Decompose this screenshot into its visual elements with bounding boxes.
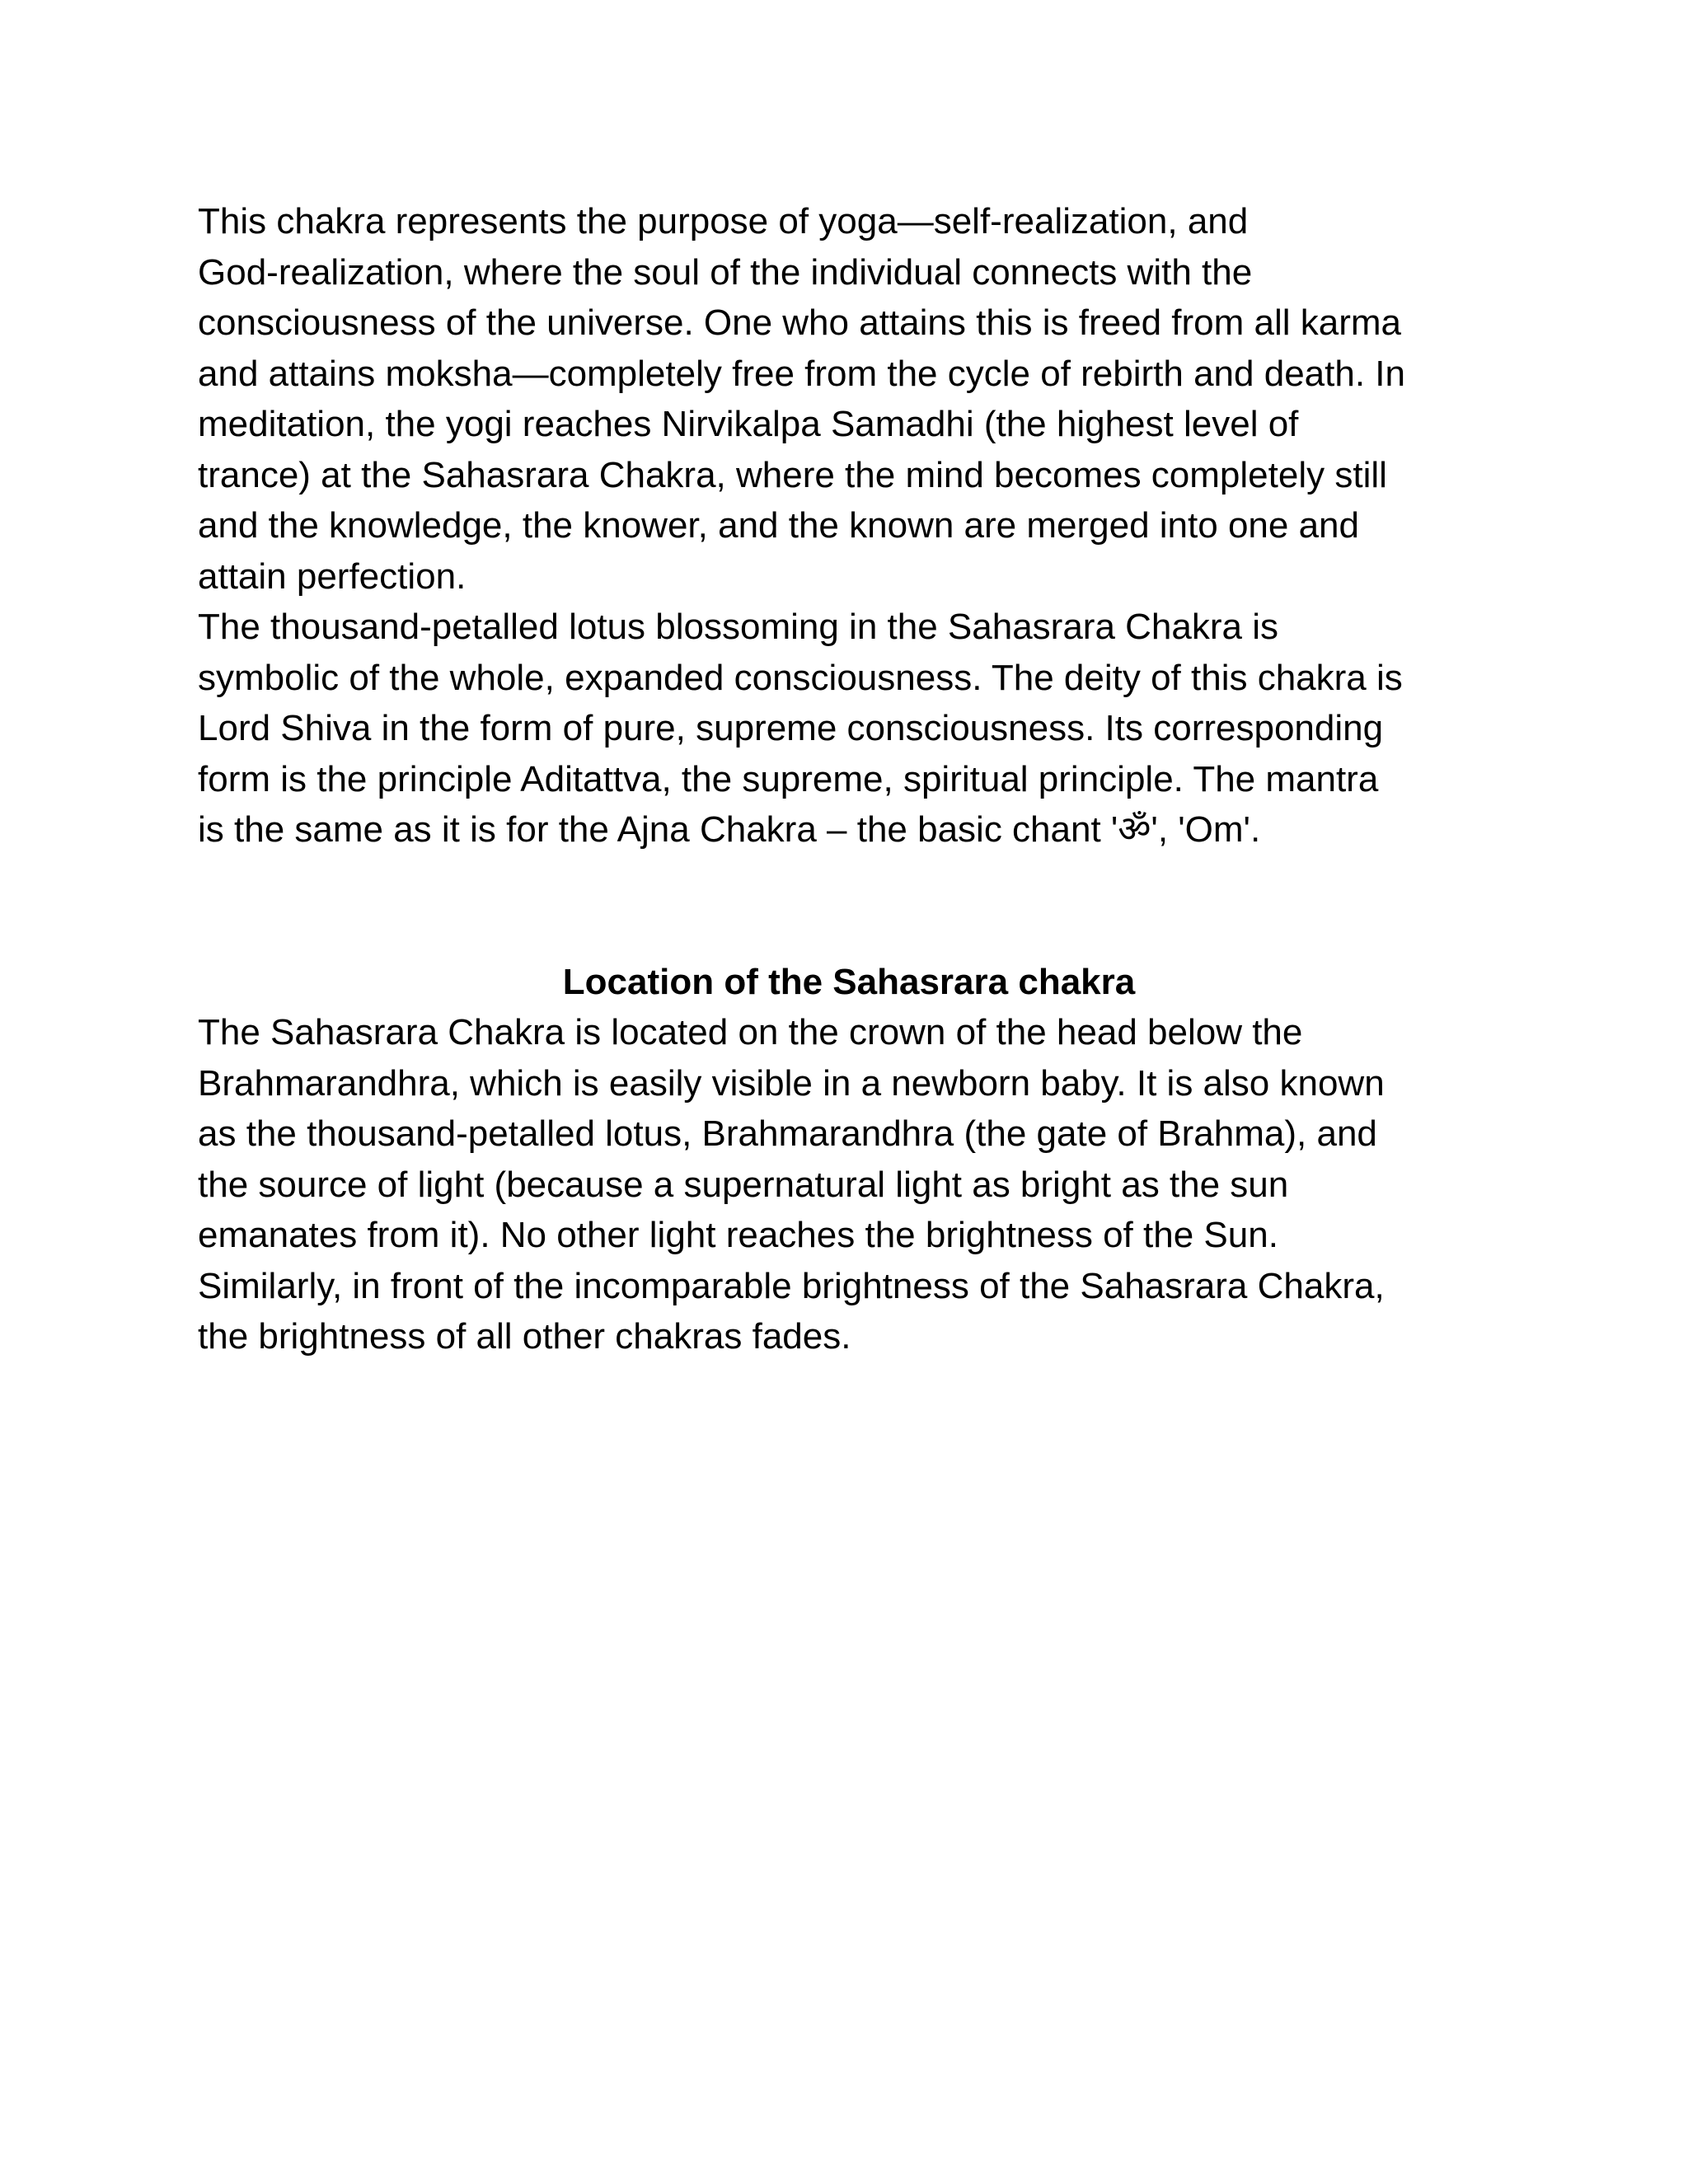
section-heading: Location of the Sahasrara chakra <box>562 961 1136 1002</box>
paragraph-location: The Sahasrara Chakra is located on the crown of the head below the Brahmarandhra, which is easily visible in a newborn baby. It is also known as the thousand-petalled lotus, Brahmarandhra (the gate of Brahma), and the source of light (because a supernatural light as bright as the sun emanates from it). No other light reaches the brightness of the Sun. Similarly, in front of the incomparable brightness of the Sahasrara Chakra, the brightness of all other chakras fades. <box>198 1012 1385 1357</box>
paragraph-lotus: The thousand-petalled lotus blossoming in the Sahasrara Chakra is symbolic of the whole, expanded consciousness. The deity of this chakra is Lord Shiva in the form of pure, supreme consciousness. Its corresponding form is the principle Aditattva, the supreme, spiritual principle. The mantra is the same as it is for the Ajna Chakra – the basic chant 'ॐ', 'Om'. <box>198 607 1403 850</box>
document-body <box>198 196 1500 1362</box>
paragraph-purpose: This chakra represents the purpose of yoga—self-realization, and God-realization, where the soul of the individual connects with the consciousness of the universe. One who attains this is freed from all karma and attains moksha—completely free from the cycle of rebirth and death. In meditation, the yogi reaches Nirvikalpa Samadhi (the highest level of trance) at the Sahasrara Chakra, where the mind becomes completely still and the knowledge, the knower, and the known are merged into one and attain perfection. <box>198 201 1405 597</box>
section-spacer <box>198 855 1500 957</box>
